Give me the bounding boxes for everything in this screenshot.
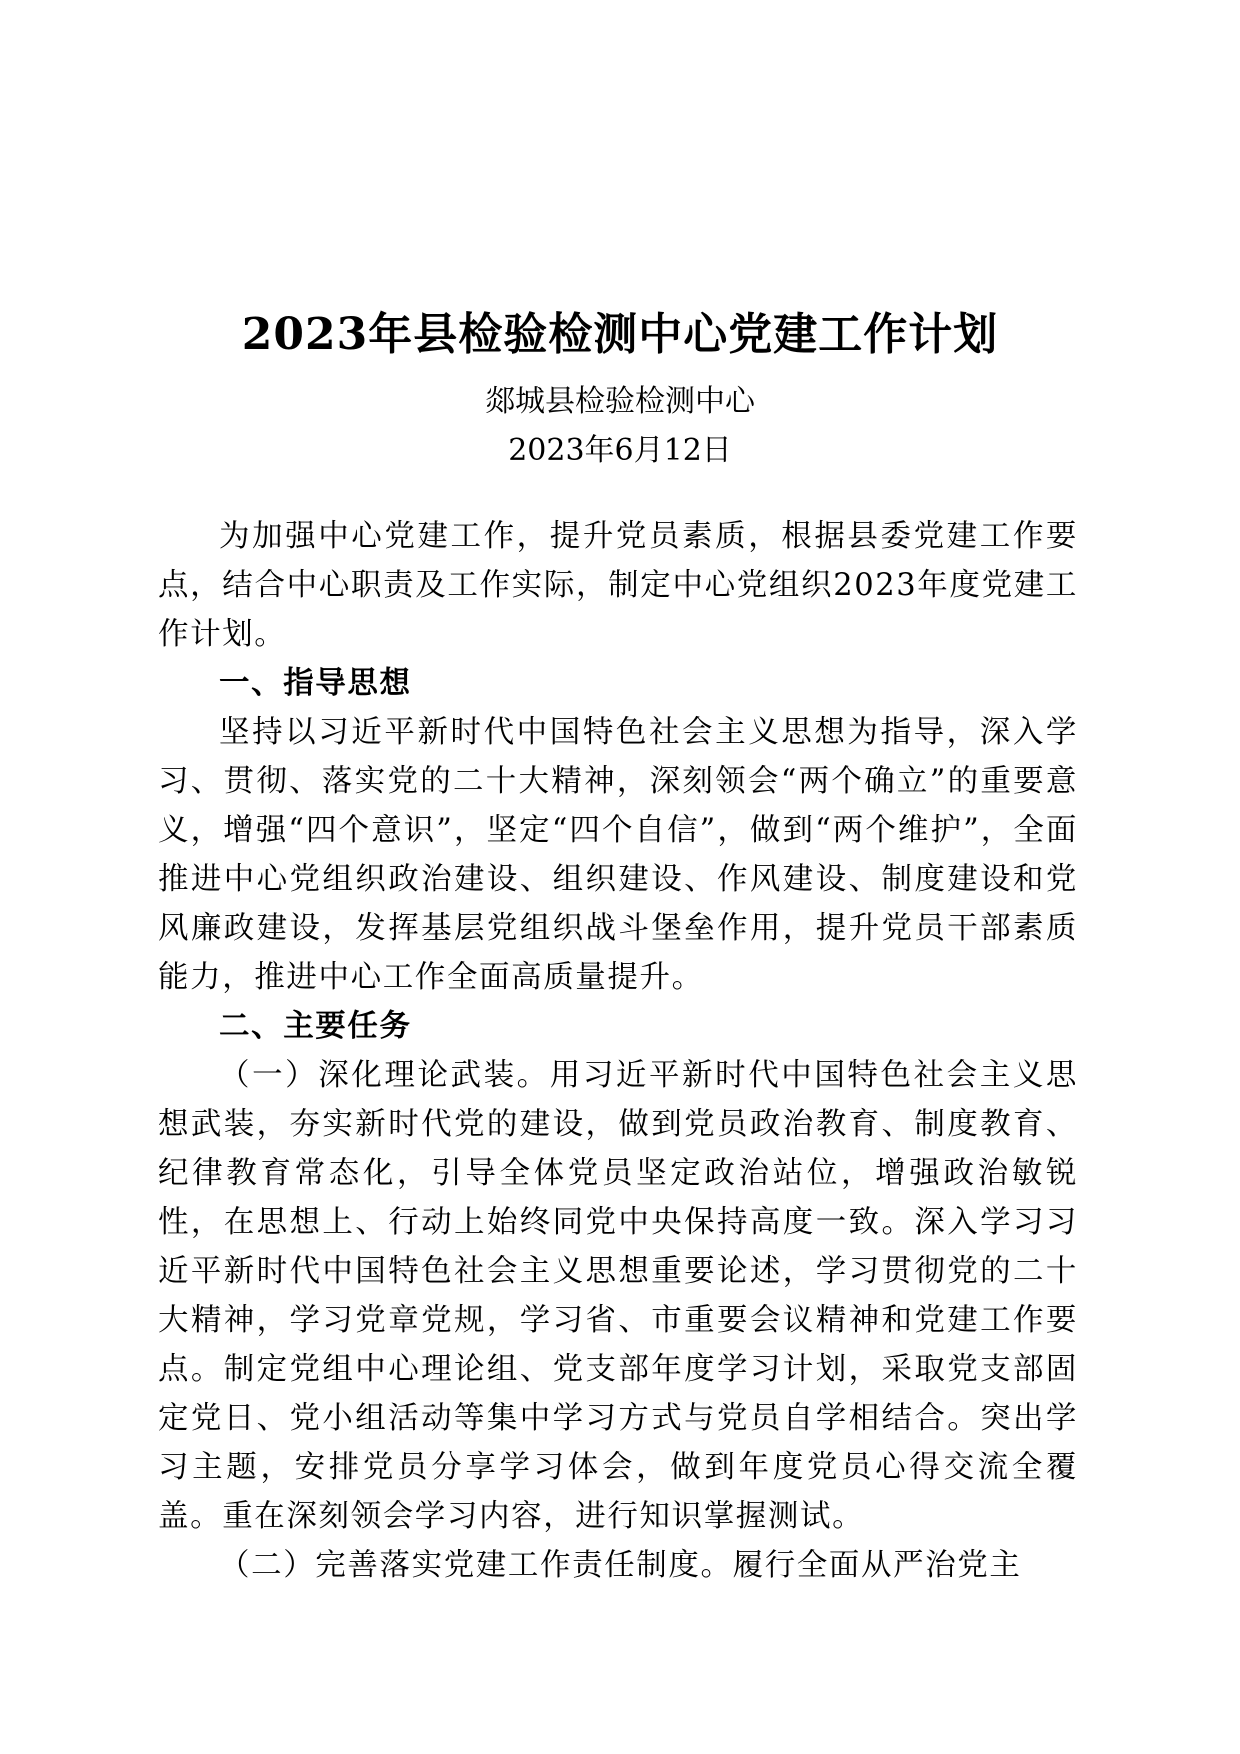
document-date: 2023年6月12日 bbox=[508, 433, 732, 468]
document-author: 郯城县检验检测中心 bbox=[485, 384, 755, 419]
guiding-thought-paragraph: 坚持以习近平新时代中国特色社会主义思想为指导，深入学习、贯彻、落实党的二十大精神，深刻领会“两个确立”的重要意义，增强“四个意识”，坚定“四个自信”，做到“两个维护”，全面推进中心党组织政治建设、组织建设、作风建设、制度建设和党风廉政建设，发挥基层党组织战斗堡垒作用，提升党员干部素质能力，推进中心工作全面高质量提升。 bbox=[158, 715, 1078, 995]
section-heading-main-tasks: 二、主要任务 bbox=[219, 1009, 412, 1044]
document-title: 2023年县检验检测中心党建工作计划 bbox=[241, 309, 999, 360]
document-body bbox=[158, 512, 1078, 1590]
section-heading-guiding-thought: 一、指导思想 bbox=[219, 666, 412, 701]
task-1-paragraph: （一）深化理论武装。用习近平新时代中国特色社会主义思想武装，夯实新时代党的建设，做到党员政治教育、制度教育、纪律教育常态化，引导全体党员坚定政治站位，增强政治敏锐性，在思想上、行动上始终同党中央保持高度一致。深入学习习近平新时代中国特色社会主义思想重要论述，学习贯彻党的二十大精神，学习党章党规，学习省、市重要会议精神和党建工作要点。制定党组中心理论组、党支部年度学习计划，采取党支部固定党日、党小组活动等集中学习方式与党员自学相结合。突出学习主题，安排党员分享学习体会，做到年度党员心得交流全覆盖。重在深刻领会学习内容，进行知识掌握测试。 bbox=[158, 1058, 1078, 1534]
task-2-paragraph: （二）完善落实党建工作责任制度。履行全面从严治党主 bbox=[219, 1548, 1022, 1583]
intro-paragraph: 为加强中心党建工作，提升党员素质，根据县委党建工作要点，结合中心职责及工作实际，制定中心党组织2023年度党建工作计划。 bbox=[158, 519, 1078, 652]
